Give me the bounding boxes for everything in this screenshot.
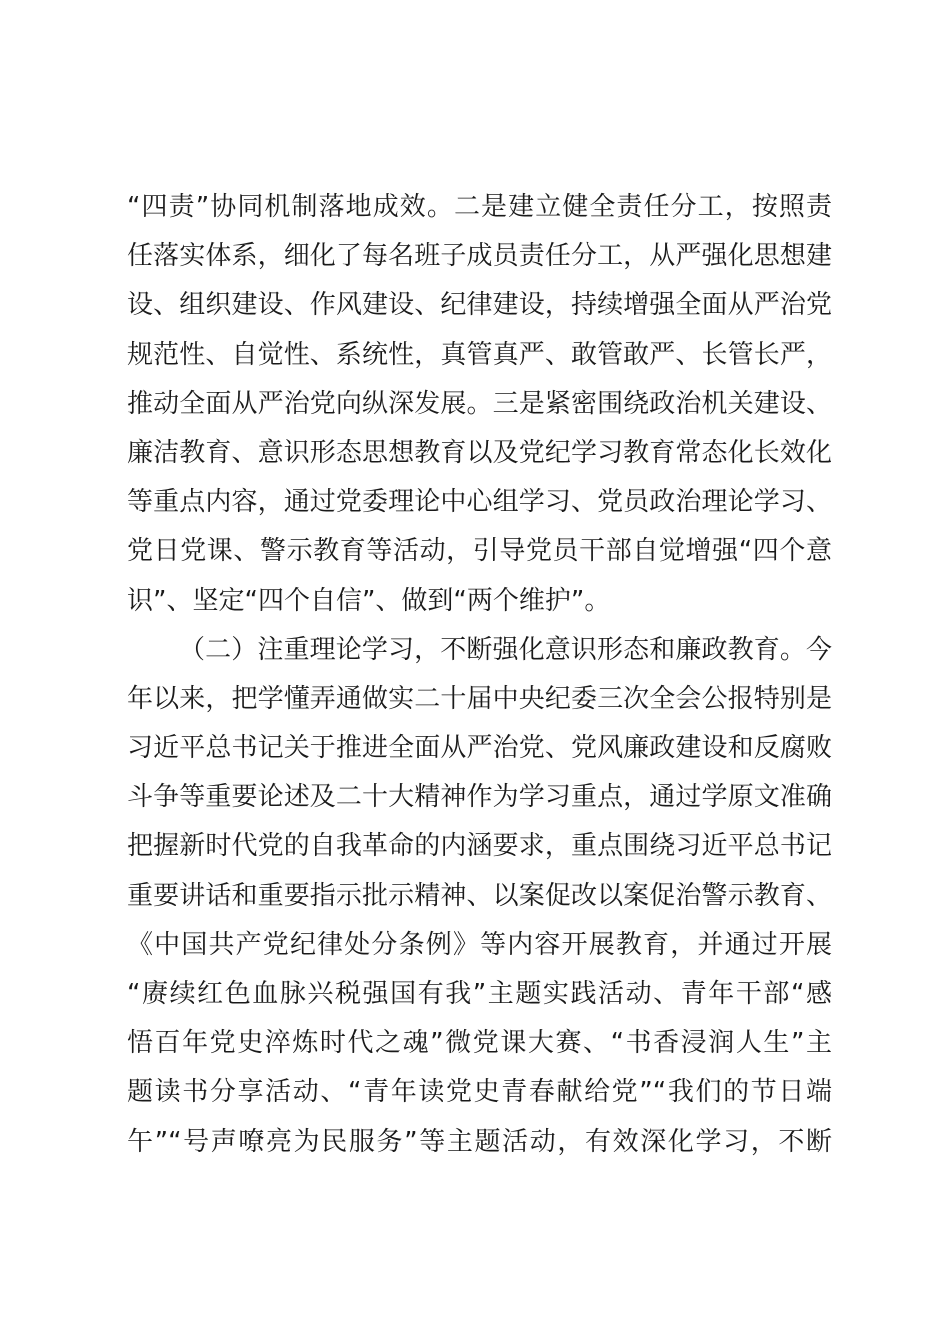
text-line-19: 题读书分享活动、“青年读党史青春献给党”“我们的节日端: [127, 1077, 832, 1108]
text-line-2: 任落实体系，细化了每名班子成员责任分工，从严强化思想建: [127, 241, 832, 272]
text-line-8: 党日党课、警示教育等活动，引导党员干部自觉增强“四个意: [127, 536, 832, 567]
text-line-13: 斗争等重要论述及二十大精神作为学习重点，通过学原文准确: [127, 782, 832, 813]
text-line-18: 悟百年党史淬炼时代之魂”微党课大赛、“书香浸润人生”主: [127, 1028, 832, 1059]
section-heading-line: （二）注重理论学习，不断强化意识形态和廉政教育。今: [179, 634, 832, 665]
text-line-11: 年以来，把学懂弄通做实二十届中央纪委三次全会公报特别是: [127, 683, 832, 714]
text-line-9: 识”、坚定“四个自信”、做到“两个维护”。: [127, 585, 611, 616]
text-line-12: 习近平总书记关于推进全面从严治党、党风廉政建设和反腐败: [127, 733, 832, 764]
text-line-6: 廉洁教育、意识形态思想教育以及党纪学习教育常态化长效化: [127, 437, 832, 468]
document-body: [127, 183, 832, 1167]
text-line-20: 午”“号声嘹亮为民服务”等主题活动，有效深化学习，不断: [127, 1126, 832, 1157]
text-line-17: “赓续红色血脉兴税强国有我”主题实践活动、青年干部“感: [127, 979, 832, 1009]
text-line-3: 设、组织建设、作风建设、纪律建设，持续增强全面从严治党: [127, 290, 832, 321]
text-line-16: 《中国共产党纪律处分条例》等内容开展教育，并通过开展: [127, 929, 832, 960]
text-line-5: 推动全面从严治党向纵深发展。三是紧密围绕政治机关建设、: [127, 388, 832, 419]
text-line-15: 重要讲话和重要指示批示精神、以案促改以案促治警示教育、: [127, 880, 832, 911]
text-line-7: 等重点内容，通过党委理论中心组学习、党员政治理论学习、: [127, 487, 832, 518]
text-line-1: “四责”协同机制落地成效。二是建立健全责任分工，按照责: [127, 192, 832, 222]
text-line-14: 把握新时代党的自我革命的内涵要求，重点围绕习近平总书记: [127, 831, 832, 862]
text-line-4: 规范性、自觉性、系统性，真管真严、敢管敢严、长管长严，: [127, 339, 832, 370]
